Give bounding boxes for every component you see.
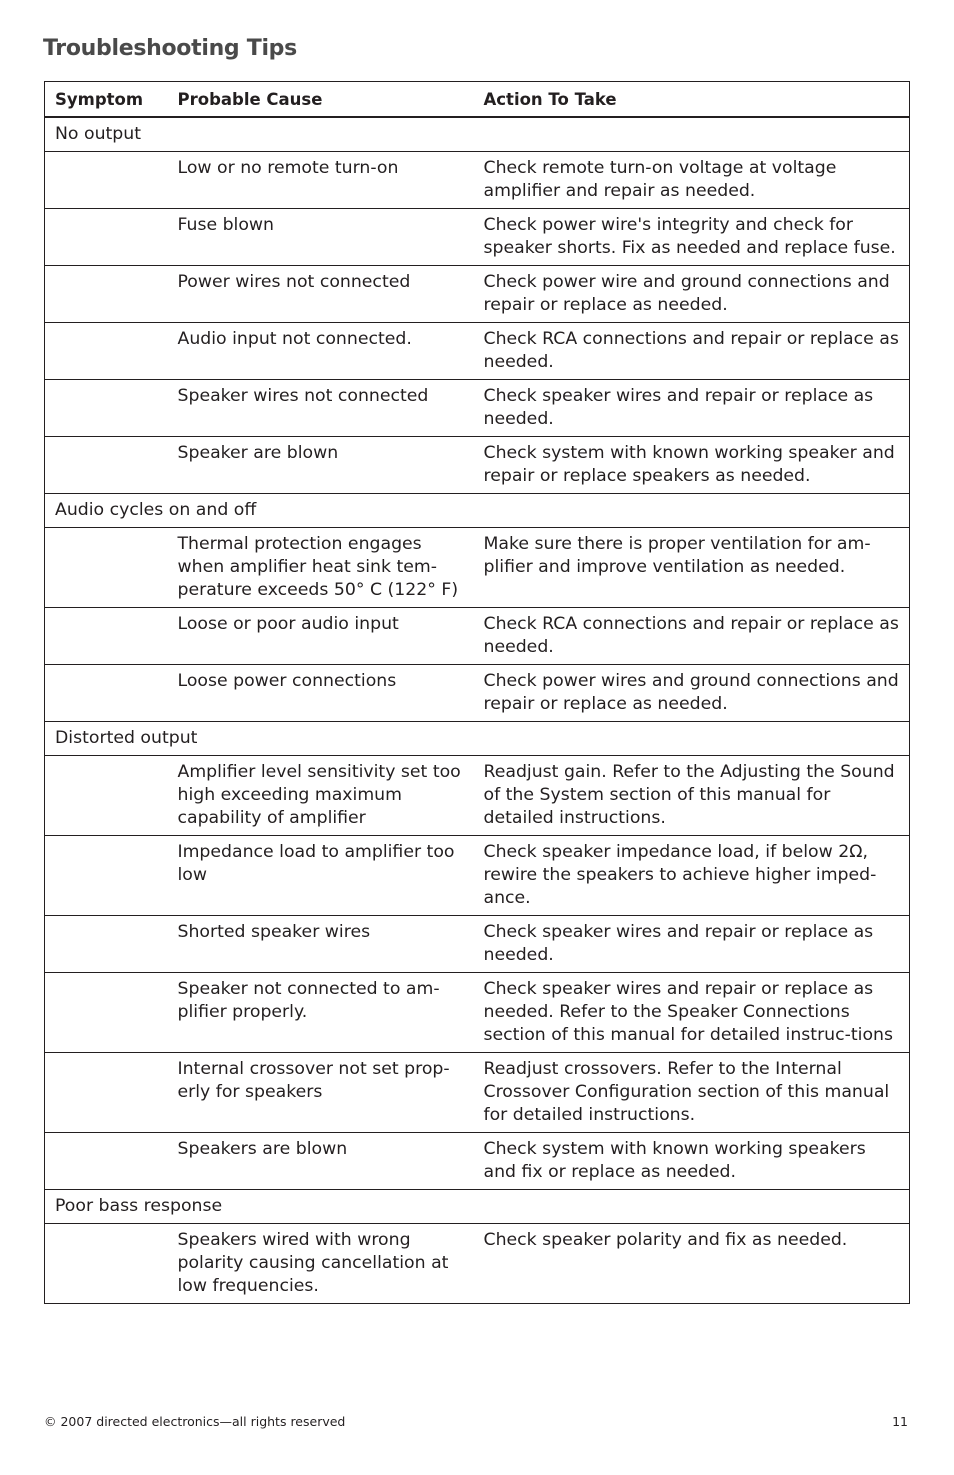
symptom-label: Audio cycles on and off [55,499,257,520]
table-row [45,379,910,436]
symptom-cell [45,607,168,664]
table-row [45,208,910,265]
symptom-label: No output [55,123,141,144]
table-header [45,82,910,117]
page-number: 11 [892,1414,908,1429]
symptom-cell [45,915,168,972]
action-cell: Check system with known working speakers and fix or replace as needed. [483,1138,866,1182]
cause-cell: Shorted speaker wires [177,921,371,942]
symptom-cell [45,265,168,322]
action-cell: Check remote turn-on voltage at voltage amplifier and repair as needed. [483,157,837,201]
action-cell: Check power wires and ground connections and repair or replace as needed. [483,670,899,714]
cause-cell: Internal crossover not set prop-erly for speakers [177,1058,450,1102]
table-row [45,527,910,607]
action-cell: Make sure there is proper ventilation for am-plifier and improve ventilation as needed. [483,533,871,577]
symptom-cell [45,835,168,915]
table-body [45,117,910,1304]
table-row [45,322,910,379]
symptom-cell [45,379,168,436]
table-row [45,972,910,1052]
table-row [45,1132,910,1189]
action-cell: Check system with known working speaker and repair or replace speakers as needed. [483,442,895,486]
troubleshooting-table [44,81,910,1304]
header-symptom: Symptom [45,82,168,117]
action-cell: Check speaker wires and repair or replace as needed. [483,921,874,965]
symptom-row [45,1189,910,1223]
table-row [45,265,910,322]
cause-cell: Amplifier level sensitivity set too high exceeding maximum capability of amplifier [177,761,461,828]
symptom-row [45,721,910,755]
cause-cell: Low or no remote turn-on [177,157,399,178]
action-cell: Check speaker wires and repair or replace as needed. Refer to the Speaker Connections section of this manual for detailed instruc-tions [483,978,893,1045]
symptom-label: Distorted output [55,727,198,748]
action-cell: Check RCA connections and repair or replace as needed. [483,613,899,657]
symptom-cell [45,527,168,607]
symptom-cell [45,322,168,379]
action-cell: Check power wire and ground connections and repair or replace as needed. [483,271,890,315]
cause-cell: Loose or poor audio input [177,613,399,634]
page-title: Troubleshooting Tips [43,36,297,61]
footer-copyright: © 2007 directed electronics—all rights reserved [44,1414,346,1429]
symptom-row [45,117,910,152]
action-cell: Check speaker polarity and fix as needed. [483,1229,848,1250]
symptom-cell [45,664,168,721]
table-row [45,436,910,493]
header-cause: Probable Cause [168,82,474,117]
cause-cell: Power wires not connected [177,271,411,292]
action-cell: Check speaker impedance load, if below 2Ω, rewire the speakers to achieve higher imped-ance. [483,841,877,908]
action-cell: Check speaker wires and repair or replace as needed. [483,385,874,429]
cause-cell: Speakers are blown [177,1138,348,1159]
symptom-cell [45,1132,168,1189]
cause-cell: Loose power connections [177,670,397,691]
cause-cell: Speaker wires not connected [177,385,429,406]
symptom-cell [45,972,168,1052]
action-cell: Readjust gain. Refer to the Adjusting the Sound of the System section of this manual for detailed instructions. [483,761,895,828]
symptom-label: Poor bass response [55,1195,223,1216]
cause-cell: Speakers wired with wrong polarity causing cancellation at low frequencies. [177,1229,449,1296]
table-row [45,664,910,721]
table-row [45,1223,910,1303]
symptom-row [45,493,910,527]
cause-cell: Speaker not connected to am-plifier properly. [177,978,440,1022]
table-row [45,915,910,972]
action-cell: Readjust crossovers. Refer to the Internal Crossover Configuration section of this manual for detailed instructions. [483,1058,890,1125]
symptom-cell [45,151,168,208]
table-row [45,835,910,915]
cause-cell: Fuse blown [177,214,275,235]
action-cell: Check RCA connections and repair or replace as needed. [483,328,899,372]
table-row [45,755,910,835]
symptom-cell [45,208,168,265]
cause-cell: Audio input not connected. [177,328,412,349]
symptom-cell [45,1052,168,1132]
cause-cell: Speaker are blown [177,442,339,463]
table-row [45,607,910,664]
table-row [45,151,910,208]
header-action: Action To Take [474,82,910,117]
symptom-cell [45,755,168,835]
cause-cell: Impedance load to amplifier too low [177,841,455,885]
symptom-cell [45,1223,168,1303]
cause-cell: Thermal protection engages when amplifier heat sink tem-perature exceeds 50° C (122° F) [177,533,459,600]
symptom-cell [45,436,168,493]
table-row [45,1052,910,1132]
action-cell: Check power wire's integrity and check for speaker shorts. Fix as needed and replace fuse. [483,214,896,258]
